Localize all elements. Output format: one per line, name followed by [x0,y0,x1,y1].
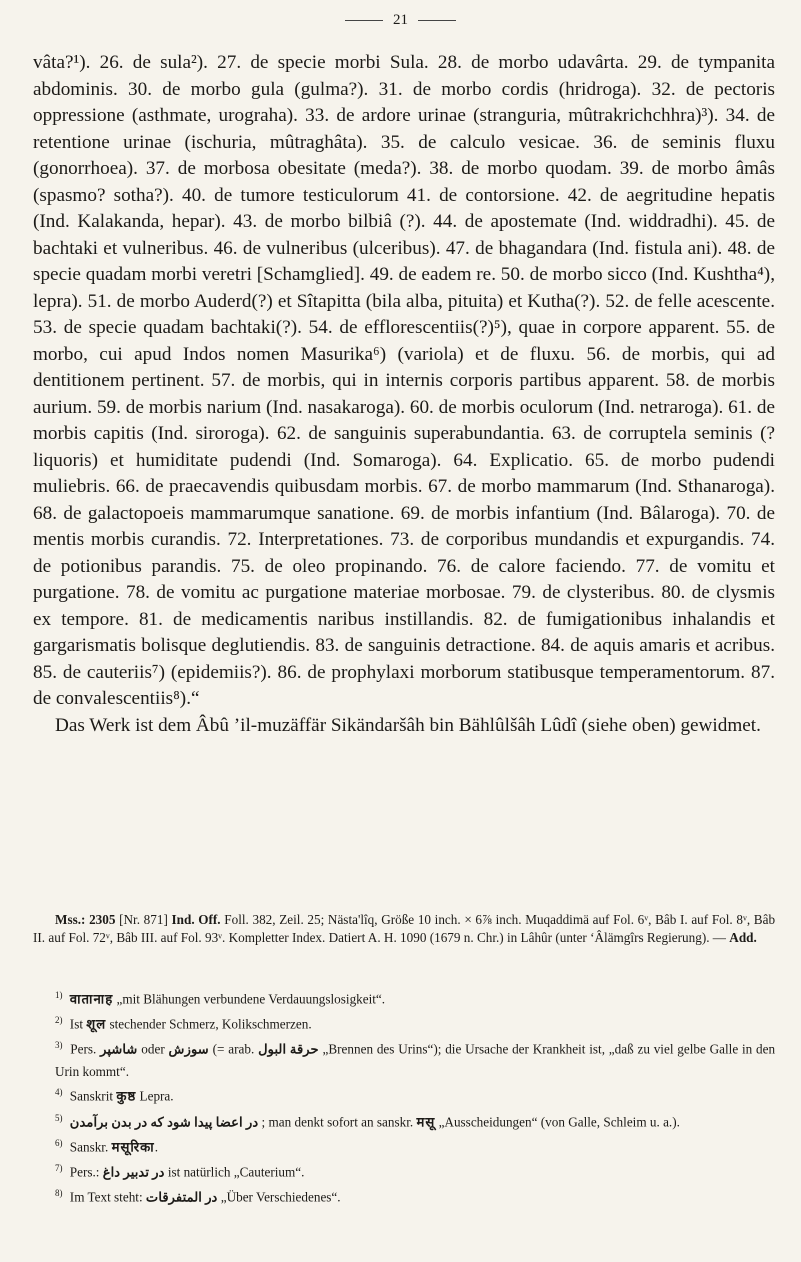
mss-add: Add. [729,930,757,946]
mss-collection: Ind. Off. [171,912,221,927]
footnote-prefix: Im Text steht: [69,1189,143,1205]
main-text [33,50,775,739]
arabic-phrase: در المتفرقات [145,1189,218,1205]
paragraph: Das Werk ist dem Âbû ’il-muzäffär Sikändaršâh bin Bählûlšâh Lûdî (siehe oben) gewidmet. [55,714,761,736]
footnote-mark: 5) [55,1112,63,1123]
footnote-mark: 7) [55,1162,63,1173]
footnote [33,1035,775,1082]
mss-ref: [Nr. 871] [119,912,168,927]
footnote-prefix: Sanskrit [69,1088,114,1104]
footnote [33,1158,775,1183]
paragraph: vâta?¹). 26. de sula²). 27. de specie morbi Sula. 28. de morbo udavârta. 29. de tympanita abdominis. 30. de morbo gula (gulma?). 31. de morbo cordis (hridroga). 32. de pectoris oppressione (asthmate, urograha). 33. de ardore urinae (stranguria, mûtrakrichchhra)³). 34. de retentione urinae (ischuria, mûtraghâta). 35. de calculo vesicae. 36. de seminis fluxu (gonorrhoea). 37. de morbosa obesitate (meda?). 38. de morbo quodam. 39. de morbo âmâs (spasmo? sotha?). 40. de tumore testiculorum 41. de contorsione. 42. de aegritudine hepatis (Ind. Kalakanda, hepar). 43. de morbo bilbiâ (?). 44. de apostemate (Ind. widdradhi). 45. de bachtaki et vulneribus. 46. de vulneribus (ulceribus). 47. de bhagandara (Ind. fistula ani). 48. de specie quadam morbi veretri [Schamglied]. 49. de eadem re. 50. de morbo sicco (Ind. Kushtha⁴), lepra). 51. de morbo Auderd(?) et Sîtapitta (bila alba, pituita) et Kutha(?). 52. de felle acescente. 53. de specie quadam bachtaki(?). 54. de efflorescentiis(?)⁵), quae in corpore apparent. 55. de morbo, cui apud Indos nomen Masurika⁶) (variola) et de fluxu. 56. de morbis, qui ad dentitionem pertinent. 57. de morbis, qui in internis corporis partibus apparent. 58. de morbis aurium. 59. de morbis narium (Ind. nasakaroga). 60. de morbis oculorum (Ind. netraroga). 61. de morbis capitis (Ind. siroroga). 62. de sanguinis superabundantia. 63. de corruptela seminis (? liquoris) et humiditate pudendi (Ind. Somaroga). 64. Explicatio. 65. de morbo pudendi muliebris. 66. de praecavendis quibusdam morbis. 67. de morbo mammarum (Ind. Sthanaroga). 68. de galactopoeis mammarumque sanatione. 69. de morbis infantium (Ind. Bâlaroga). 70. de mentis morbis curandis. 72. Interpretationes. 73. de corporibus mundandis et expurgandis. 74. de potionibus parandis. 75. de oleo propinando. 76. de calore faciendo. 77. de vomitu et purgatione. 78. de vomitu ac purgatione materiae morbosae. 79. de clysteribus. 80. de clysmis ex tempore. 81. de medicamentis naribus instillandis. 82. de fumigationibus inhalandis et gargarismatis bolisque deglutiendis. 83. de sanguinis detractione. 84. de aquis amaris et acribus. 85. de cauteriis⁷) (epidemiis?). 86. de prophylaxi morborum statibusque temperamentorum. 87. de convalescentiis⁸).“ [33,52,775,709]
footnote-text: ist natürlich „Cauterium“. [167,1164,305,1180]
devanagari-word: शूल [86,1016,107,1032]
footnote-prefix: Sanskr. [69,1139,109,1155]
devanagari-word: मसू [416,1113,436,1129]
footnote [33,1082,775,1107]
manuscript-entry [33,911,775,948]
footnote-text: stechender Schmerz, Kolikschmerzen. [109,1016,312,1032]
footnote-text: (= arab. [212,1041,255,1057]
footnote [33,985,775,1010]
footnote-mark: 6) [55,1137,63,1148]
footnote-text: . [154,1139,159,1155]
arabic-phrase: حرقة البول [258,1041,319,1057]
persian-word: شاشپر [100,1041,138,1057]
footnotes [33,985,775,1208]
divider [345,20,383,21]
mss-number: 2305 [89,912,116,927]
footnote-prefix: Pers.: [69,1164,100,1180]
mss-description: Foll. 382, Zeil. 25; Nästa'lîq, Größe 10 inch. × 6⅞ inch. Muqaddimä auf Fol. 6ᵛ, Bâb I. auf Fol. 8ᵛ, Bâb II. auf Fol. 72ᵛ, Bâb III. auf Fol. 93ᵛ. Kompletter Index. Datiert A. H. 1090 (1679 n. Chr.) in Lâhûr (unter ‘Âlämgîrs Regierung). — [33,912,776,946]
page-number [0,12,801,29]
footnote-mark: 4) [55,1087,63,1098]
footnote-mark: 1) [55,990,63,1000]
mss-label: Mss.: [55,912,86,927]
divider [418,20,456,21]
footnote-prefix: Pers. [70,1041,97,1057]
footnote-mark: 2) [55,1015,63,1026]
devanagari-word: वातानाह [69,991,114,1007]
footnote-text: „Ausscheidungen“ (von Galle, Schleim u. a.). [438,1113,680,1129]
footnote [33,1010,775,1035]
footnote-text: ; man denkt sofort an sanskr. [261,1113,414,1129]
page-number-text: 21 [393,12,408,28]
footnote-mark: 3) [55,1040,63,1051]
footnote-text: „Brennen des Urins“); die Ursache der Krankheit ist, „daß zu viel gelbe Galle in den Urin kommt“. [55,1041,776,1079]
devanagari-word: कुष्ठ [116,1088,137,1104]
footnote [33,1183,775,1208]
footnote [33,1108,775,1133]
footnote-mark: 8) [55,1188,63,1199]
footnote [33,1133,775,1158]
footnote-text: „Über Verschiedenes“. [220,1189,341,1205]
devanagari-word: मसूरिका [111,1139,155,1155]
persian-word: سوزش [168,1041,209,1057]
footnote-prefix: Ist [69,1016,83,1032]
persian-phrase: در تدبیر داغ [102,1164,165,1180]
footnote-text: oder [141,1041,165,1057]
persian-phrase: در اعضا پیدا شود که در بدن برآمدن [69,1113,259,1129]
footnote-text: „mit Blähungen verbundene Verdauungslosigkeit“. [116,991,386,1007]
footnote-text: Lepra. [139,1088,174,1104]
